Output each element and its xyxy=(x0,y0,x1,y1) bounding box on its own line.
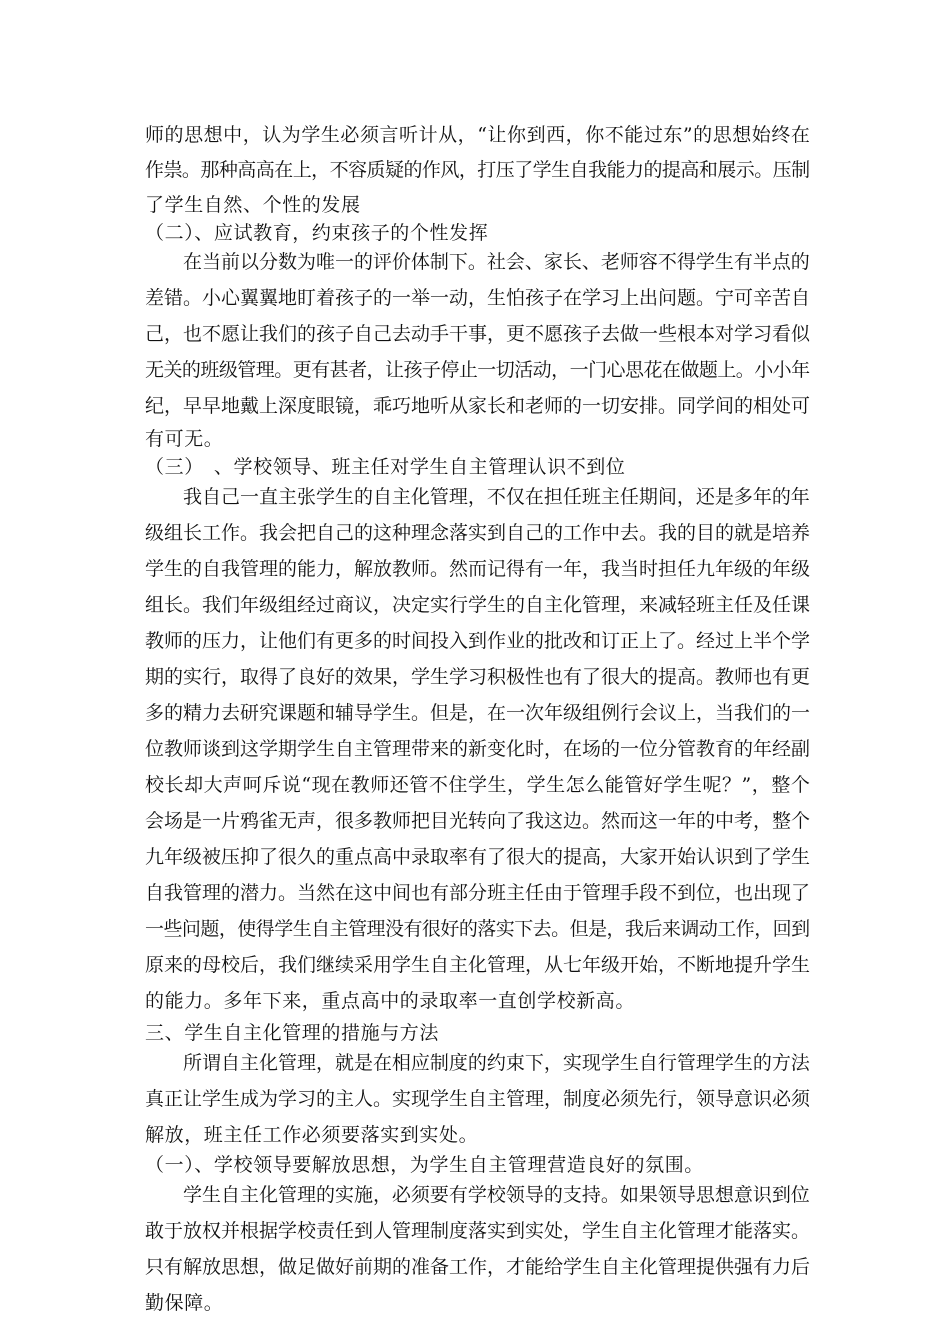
text-line: 解放，班主任工作必须要落实到实处。 xyxy=(145,1124,479,1146)
text-line: 无关的班级管理。更有甚者，让孩子停止一切活动，一门心思花在做题上。小小年 xyxy=(145,359,810,381)
text-line: 组长。我们年级组经过商议，决定实行学生的自主化管理，来减轻班主任及任课 xyxy=(145,594,811,616)
text-line: 的能力。多年下来，重点高中的录取率一直创学校新高。 xyxy=(145,990,636,1012)
section-heading: （二）、应试教育，约束孩子的个性发挥 xyxy=(145,222,489,244)
text-line: 师的思想中，认为学生必须言听计从，“让你到西，你不能过东”的思想始终在 xyxy=(145,124,811,146)
section-heading: （三） 、学校领导、班主任对学生自主管理认识不到位 xyxy=(145,456,626,478)
text-line: 一些问题，使得学生自主管理没有很好的落实下去。但是，我后来调动工作，回到 xyxy=(145,918,810,940)
text-line: 校长却大声呵斥说“现在教师还管不住学生，学生怎么能管好学生呢？”，整个 xyxy=(145,774,811,796)
text-line: 己，也不愿让我们的孩子自己去动手干事，更不愿孩子去做一些根本对学习看似 xyxy=(145,323,811,345)
text-line: 有可无。 xyxy=(145,428,224,450)
text-line: 真正让学生成为学习的主人。实现学生自主管理，制度必须先行，领导意识必须 xyxy=(145,1088,811,1110)
text-line: 九年级被压抑了很久的重点高中录取率有了很大的提高，大家开始认识到了学生 xyxy=(145,846,811,868)
text-line: 勤保障。 xyxy=(145,1292,224,1314)
text-line: 我自己一直主张学生的自主化管理，不仅在担任班主任期间，还是多年的年 xyxy=(183,486,810,508)
text-line: 原来的母校后，我们继续采用学生自主化管理，从七年级开始，不断地提升学生 xyxy=(145,954,811,976)
text-line: 级组长工作。我会把自己的这种理念落实到自己的工作中去。我的目的就是培养 xyxy=(145,522,811,544)
text-line: 多的精力去研究课题和辅导学生。但是，在一次年级组例行会议上，当我们的一 xyxy=(145,702,811,724)
text-line: 自我管理的潜力。当然在这中间也有部分班主任由于管理手段不到位，也出现了 xyxy=(145,882,811,904)
text-line: 位教师谈到这学期学生自主管理带来的新变化时，在场的一位分管教育的年经副 xyxy=(145,738,811,760)
text-line: 作祟。那种高高在上，不容质疑的作风，打压了学生自我能力的提高和展示。压制 xyxy=(145,159,810,181)
text-line: 学生自主化管理的实施，必须要有学校领导的支持。如果领导思想意识到位 xyxy=(183,1184,810,1206)
text-line: 期的实行，取得了良好的效果，学生学习积极性也有了很大的提高。教师也有更 xyxy=(145,666,811,688)
text-line: 会场是一片鸦雀无声，很多教师把目光转向了我这边。然而这一年的中考，整个 xyxy=(145,810,811,832)
section-heading: （一）、学校领导要解放思想，为学生自主管理营造良好的氛围。 xyxy=(145,1154,704,1176)
text-line: 所谓自主化管理，就是在相应制度的约束下，实现学生自行管理学生的方法 xyxy=(183,1052,810,1074)
text-line: 教师的压力，让他们有更多的时间投入到作业的批改和订正上了。经过上半个学 xyxy=(145,630,811,652)
text-line: 敢于放权并根据学校责任到人管理制度落实到实处，学生自主化管理才能落实。 xyxy=(145,1220,811,1242)
section-heading: 三、学生自主化管理的措施与方法 xyxy=(145,1022,440,1044)
text-line: 了学生自然、个性的发展 xyxy=(145,194,361,216)
text-line: 学生的自我管理的能力，解放教师。然而记得有一年，我当时担任九年级的年级 xyxy=(145,558,811,580)
text-line: 差错。小心翼翼地盯着孩子的一举一动，生怕孩子在学习上出问题。宁可辛苦自 xyxy=(145,287,811,309)
text-line: 纪，早早地戴上深度眼镜，乖巧地听从家长和老师的一切安排。同学间的相处可 xyxy=(145,395,811,417)
text-line: 在当前以分数为唯一的评价体制下。社会、家长、老师容不得学生有半点的 xyxy=(183,251,810,273)
text-line: 只有解放思想，做足做好前期的准备工作，才能给学生自主化管理提供强有力后 xyxy=(145,1256,811,1278)
